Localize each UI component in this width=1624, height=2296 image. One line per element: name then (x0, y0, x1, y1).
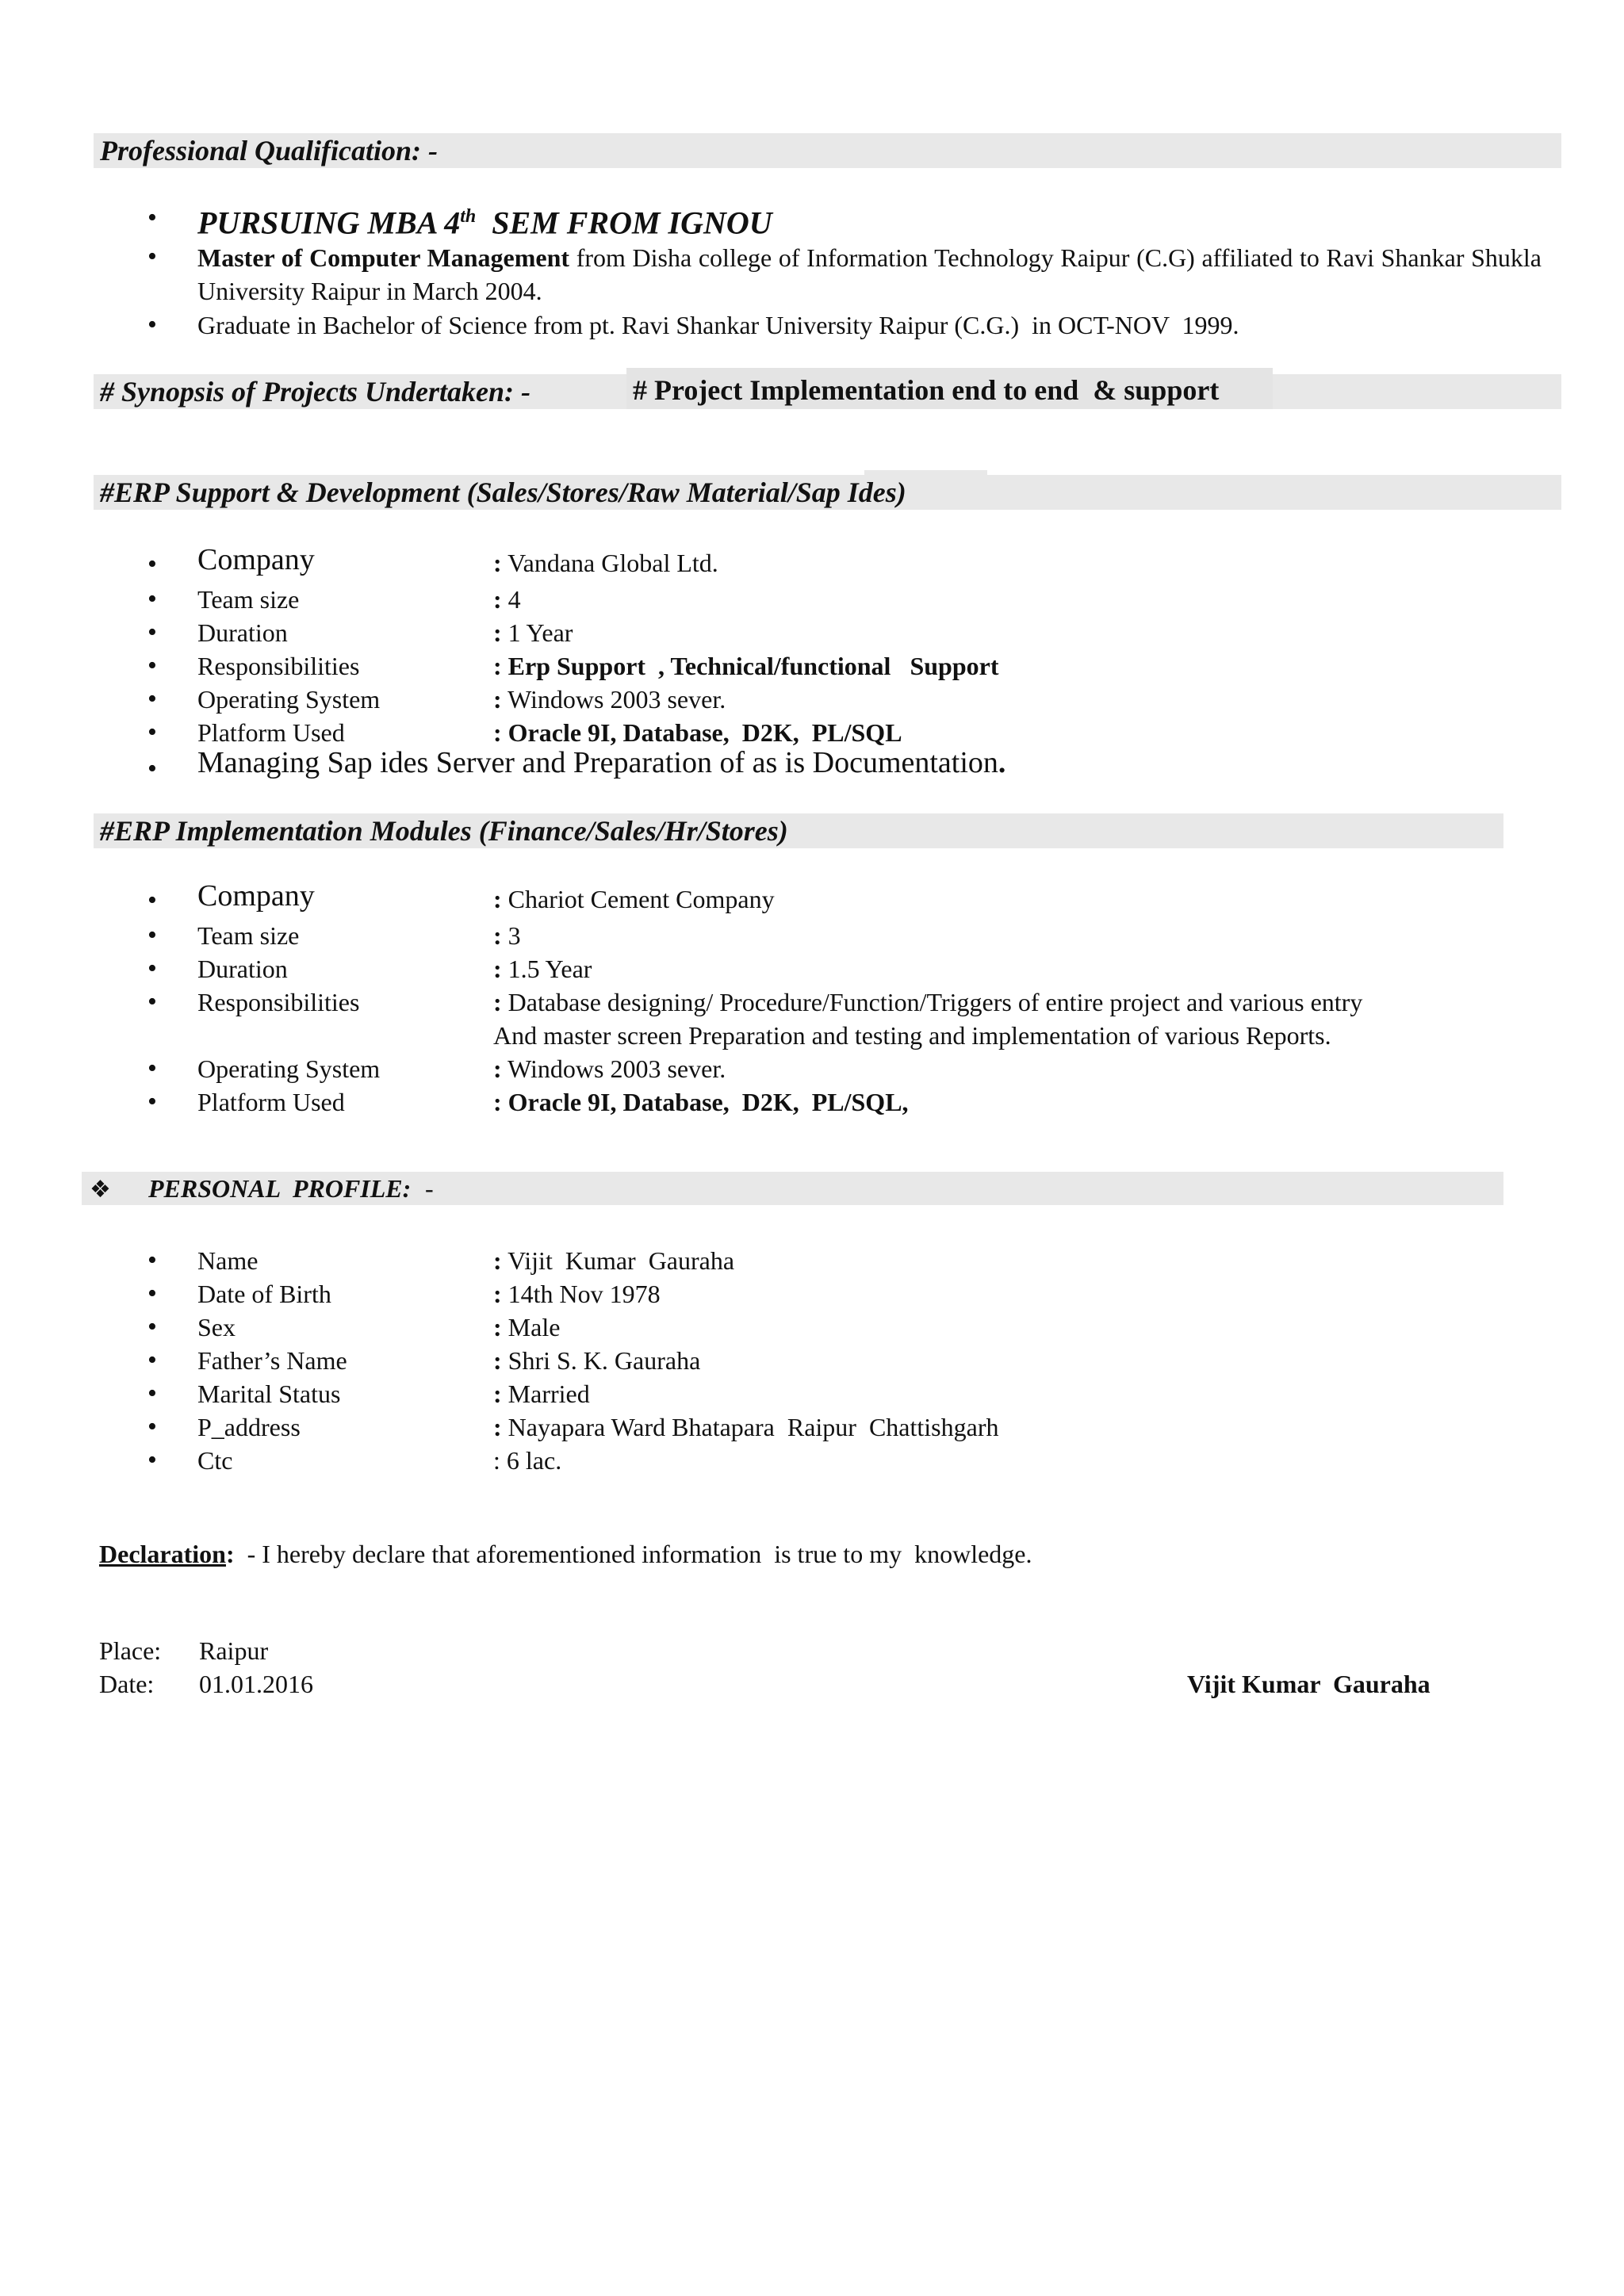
synopsis-implementation-label: # Project Implementation end to end & support (626, 368, 1273, 409)
diamond-icon: ❖ (90, 1176, 111, 1203)
mcm-paragraph: Master of Computer Management from Disha college of Information Technology Raipur (C.G) affiliated to Ravi Shankar Shukla University Raipur in March 2004. (197, 243, 1542, 305)
father-name-label: Father’s Name (197, 1346, 347, 1375)
bullet: • (147, 584, 157, 614)
qualification-heading: Professional Qualification: - (94, 133, 1561, 168)
bullet: • (147, 651, 157, 680)
project2-heading: #ERP Implementation Modules (Finance/Sales/Hr/Stores) (94, 813, 1503, 848)
marital-status-value: : Married (493, 1380, 590, 1408)
signature-name: Vijit Kumar Gauraha (1187, 1670, 1431, 1698)
marital-status-label: Marital Status (197, 1380, 341, 1408)
bullet: • (147, 1445, 157, 1475)
duration-value: : 1.5 Year (493, 955, 592, 983)
father-name-value: : Shri S. K. Gauraha (493, 1346, 701, 1375)
bullet: • (147, 1345, 157, 1375)
project1-heading-shade (864, 470, 987, 476)
dob-value: : 14th Nov 1978 (493, 1280, 661, 1308)
company-value: : Chariot Cement Company (493, 885, 775, 913)
platform-value: : Oracle 9I, Database, D2K, PL/SQL (493, 718, 902, 747)
company-label: Company (197, 879, 315, 913)
bullet: • (147, 718, 157, 747)
team-size-value: : 3 (493, 921, 521, 950)
team-size-label: Team size (197, 585, 300, 614)
address-label: P_address (197, 1413, 301, 1441)
os-label: Operating System (197, 685, 381, 714)
bullet: • (147, 954, 157, 983)
bullet: • (147, 549, 157, 579)
os-label: Operating System (197, 1054, 381, 1083)
bullet: • (147, 242, 157, 271)
duration-label: Duration (197, 618, 288, 647)
bullet: • (147, 1087, 157, 1116)
platform-value: : Oracle 9I, Database, D2K, PL/SQL, (493, 1088, 909, 1116)
mba-line: PURSUING MBA 4th SEM FROM IGNOU (197, 205, 772, 241)
bullet: • (147, 1312, 157, 1341)
profile-heading: ❖ PERSONAL PROFILE: - (82, 1172, 1503, 1205)
bullet: • (147, 886, 157, 915)
graduate-line: Graduate in Bachelor of Science from pt. Ravi Shankar University Raipur (C.G.) in OCT-NOV 1999. (197, 311, 1239, 339)
address-value: : Nayapara Ward Bhatapara Raipur Chattishgarh (493, 1413, 999, 1441)
synopsis-band: # Synopsis of Projects Undertaken: - (94, 374, 1561, 409)
platform-label: Platform Used (197, 718, 345, 747)
name-label: Name (197, 1246, 259, 1275)
name-value: : Vijit Kumar Gauraha (493, 1246, 735, 1275)
bullet: • (147, 618, 157, 647)
responsibilities-value: : Database designing/ Procedure/Function/Triggers of entire project and various entry (493, 988, 1363, 1016)
profile-heading-text: PERSONAL PROFILE: (148, 1174, 412, 1203)
project1-heading: #ERP Support & Development (Sales/Stores/Raw Material/Sap Ides) (94, 475, 1561, 510)
ctc-value: : 6 lac. (493, 1446, 562, 1475)
bullet: • (147, 310, 157, 339)
declaration-text: - I hereby declare that aforementioned information is true to my knowledge. (234, 1540, 1032, 1568)
bullet: • (147, 1379, 157, 1408)
responsibilities-label: Responsibilities (197, 652, 360, 680)
company-label: Company (197, 543, 315, 576)
declaration: Declaration: - I hereby declare that aforementioned information is true to my knowledge. (99, 1540, 1032, 1568)
declaration-label: Declaration (99, 1540, 226, 1568)
duration-label: Duration (197, 955, 288, 983)
bullet: • (147, 754, 157, 783)
team-size-label: Team size (197, 921, 300, 950)
team-size-value: : 4 (493, 585, 521, 614)
date-value: 01.01.2016 (199, 1670, 313, 1698)
bullet: • (147, 987, 157, 1016)
platform-label: Platform Used (197, 1088, 345, 1116)
sap-note: Managing Sap ides Server and Preparation of as is Documentation. (197, 746, 1006, 779)
company-value: : Vandana Global Ltd. (493, 549, 718, 577)
bullet: • (147, 1054, 157, 1083)
place-value: Raipur (199, 1636, 269, 1665)
bullet: • (147, 1279, 157, 1308)
responsibilities-value: : Erp Support , Technical/functional Support (493, 652, 999, 680)
sex-value: : Male (493, 1313, 561, 1341)
ctc-label: Ctc (197, 1446, 233, 1475)
responsibilities-value-line2: And master screen Preparation and testing and implementation of various Reports. (493, 1021, 1331, 1050)
responsibilities-label: Responsibilities (197, 988, 360, 1016)
bullet: • (147, 1246, 157, 1275)
duration-value: : 1 Year (493, 618, 573, 647)
bullet: • (147, 203, 157, 232)
bullet: • (147, 920, 157, 950)
dob-label: Date of Birth (197, 1280, 331, 1308)
place-label: Place: (99, 1636, 162, 1665)
date-label: Date: (99, 1670, 155, 1698)
os-value: : Windows 2003 sever. (493, 1054, 726, 1083)
bullet: • (147, 1412, 157, 1441)
sex-label: Sex (197, 1313, 236, 1341)
bullet: • (147, 684, 157, 714)
os-value: : Windows 2003 sever. (493, 685, 726, 714)
